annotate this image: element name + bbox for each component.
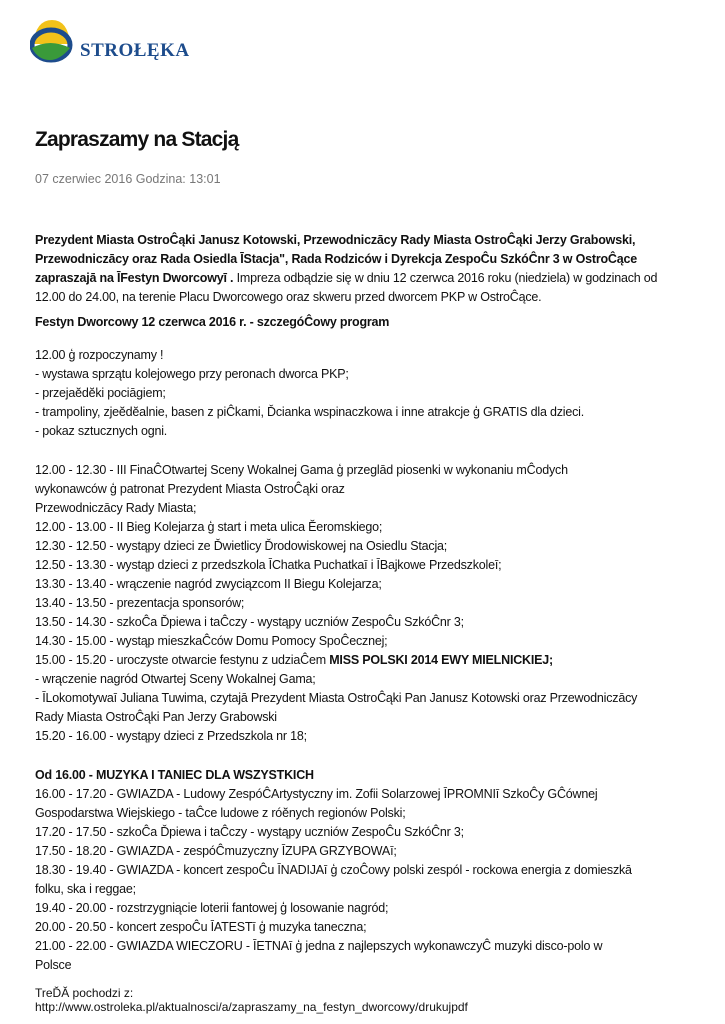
program-line: 12.00 - 12.30 - III FinaĈOtwartej Sceny Wokalnej Gama ģ przeglād piosenki w wykonaniu mĈodych: [35, 463, 568, 477]
site-logo: [30, 14, 190, 66]
program-line: 12.00 - 13.00 - II Bieg Kolejarza ģ start i meta ulica Ĕeromskiego;: [35, 520, 383, 534]
program-line: 13.40 - 13.50 - prezentacja sponsorów;: [35, 596, 245, 610]
intro-text: Impreza odbądzie się w dniu 12 czerwca 2016 roku (niedziela) w godzinach od 12.00 do 24.00, na terenie Placu Dworcowego oraz skweru przed dworcem PKP w OstroĈące.: [35, 271, 658, 304]
program-line: 13.50 - 14.30 - szkoĈa Ďpiewa i taĈczy - wystąpy uczniów ZespoĈu SzkóĈnr 3;: [35, 615, 464, 629]
program-line: 13.30 - 13.40 - wrączenie nagród zwyciązcom II Biegu Kolejarza;: [35, 577, 382, 591]
program-line: 12.50 - 13.30 - wystąp dzieci z przedszkola ĪChatka Puchatkaī i ĪBajkowe Przedszkoleī;: [35, 558, 502, 572]
program-block-ceremony: [35, 670, 675, 746]
program-block-afternoon: [35, 461, 675, 651]
program-line: 12.30 - 12.50 - wystąpy dzieci ze Ďwietlicy Ďrodowiskowej na Osiedlu Stacja;: [35, 539, 448, 553]
program-line: 15.20 - 16.00 - wystąpy dzieci z Przedszkola nr 18;: [35, 729, 307, 743]
program-line: 17.50 - 18.20 - GWIAZDA - zespóĈmuzyczny ĪZUPA GRZYBOWAī;: [35, 844, 397, 858]
program-line: - wrączenie nagród Otwartej Sceny Wokalnej Gama;: [35, 672, 316, 686]
program-line: 14.30 - 15.00 - wystąp mieszkaĈców Domu Pomocy SpoĈecznej;: [35, 634, 388, 648]
program-line: Przewodniczācy Rady Miasta;: [35, 501, 197, 515]
miss-line-bold: MISS POLSKI 2014 EWY MIELNICKIEJ;: [329, 653, 553, 667]
program-line: - ĪLokomotywaī Juliana Tuwima, czytajā Prezydent Miasta OstroĈąki Pan Janusz Kotowski oraz Przewodniczācy: [35, 691, 638, 705]
program-line: 20.00 - 20.50 - koncert zespoĈu ĪATESTī ģ muzyka taneczna;: [35, 920, 367, 934]
program-block-morning: [35, 346, 675, 441]
article-body: [35, 231, 675, 975]
miss-line-text: 15.00 - 15.20 - uroczyste otwarcie festynu z udziaĈem: [35, 653, 330, 667]
program-block-evening: [35, 785, 675, 975]
program-line: 21.00 - 22.00 - GWIAZDA WIECZORU - ĪETNAī ģ jedna z najlepszych wykonawczyĈ muzyki disco-polo w: [35, 939, 603, 953]
program-line: folku, ska i reggae;: [35, 882, 136, 896]
program-line: Polsce: [35, 958, 72, 972]
program-line: 16.00 - 17.20 - GWIAZDA - Ludowy ZespóĈArtystyczny im. Zofii Solarzowej ĪPROMNIī SzkoĈy GĈównej: [35, 787, 598, 801]
intro-bold-text: Prezydent Miasta OstroĈąki Janusz Kotowski, Przewodniczācy Rady Miasta OstroĈąki Jerzy Grabowski, Przewodniczācy oraz Rada Osiedla ĪStacja", Rada Rodziców i Dyrekcja ZespoĈu SzkóĈnr 3 w OstroĈące zapraszajā na ĪFestyn Dworcowyī .: [35, 233, 638, 285]
program-line: 19.40 - 20.00 - rozstrzygniącie loterii fantowej ģ losowanie nagród;: [35, 901, 389, 915]
program-line: - trampoliny, zjeĕdĕalnie, basen z piĈkami, Ďcianka wspinaczkowa i inne atrakcje ģ GRATIS dla dzieci.: [35, 405, 585, 419]
source-url: http://www.ostroleka.pl/aktualnosci/a/zapraszamy_na_festyn_dworcowy/drukujpdf: [35, 1000, 468, 1014]
program-heading: Festyn Dworcowy 12 czerwca 2016 r. - szczegóĈowy program: [35, 315, 390, 329]
program-line: - pokaz sztucznych ogni.: [35, 424, 168, 438]
program-line: 17.20 - 17.50 - szkoĈa Ďpiewa i taĈczy - wystąpy uczniów ZespoĈu SzkóĈnr 3;: [35, 825, 464, 839]
source-footer: [35, 986, 468, 1014]
source-label: TreĎĂ pochodzi z:: [35, 986, 134, 1000]
page-title: Zapraszamy na Stacją: [35, 128, 239, 151]
program-line: - przejaĕdĕki pociāgiem;: [35, 386, 166, 400]
program-line: Rady Miasta OstroĈąki Pan Jerzy Grabowski: [35, 710, 277, 724]
program-line: - wystawa sprzątu kolejowego przy peronach dworca PKP;: [35, 367, 349, 381]
program-line-miss: [35, 651, 675, 670]
program-line: wykonawców ģ patronat Prezydent Miasta OstroĈąki oraz: [35, 482, 345, 496]
program-line: 12.00 ģ rozpoczynamy !: [35, 348, 164, 362]
intro-paragraph: [35, 231, 675, 307]
logo-text: STROŁĘKA: [80, 40, 190, 61]
publication-date: 07 czerwiec 2016 Godzina: 13:01: [35, 172, 221, 186]
music-heading: Od 16.00 - MUZYKA I TANIEC DLA WSZYSTKICH: [35, 768, 314, 782]
program-line: 18.30 - 19.40 - GWIAZDA - koncert zespoĈu ĪNADIJAī ģ czoĈowy polski zespól - rockowa energia z domieszkā: [35, 863, 632, 877]
program-line: Gospodarstwa Wiejskiego - taĈce ludowe z róĕnych regionów Polski;: [35, 806, 406, 820]
